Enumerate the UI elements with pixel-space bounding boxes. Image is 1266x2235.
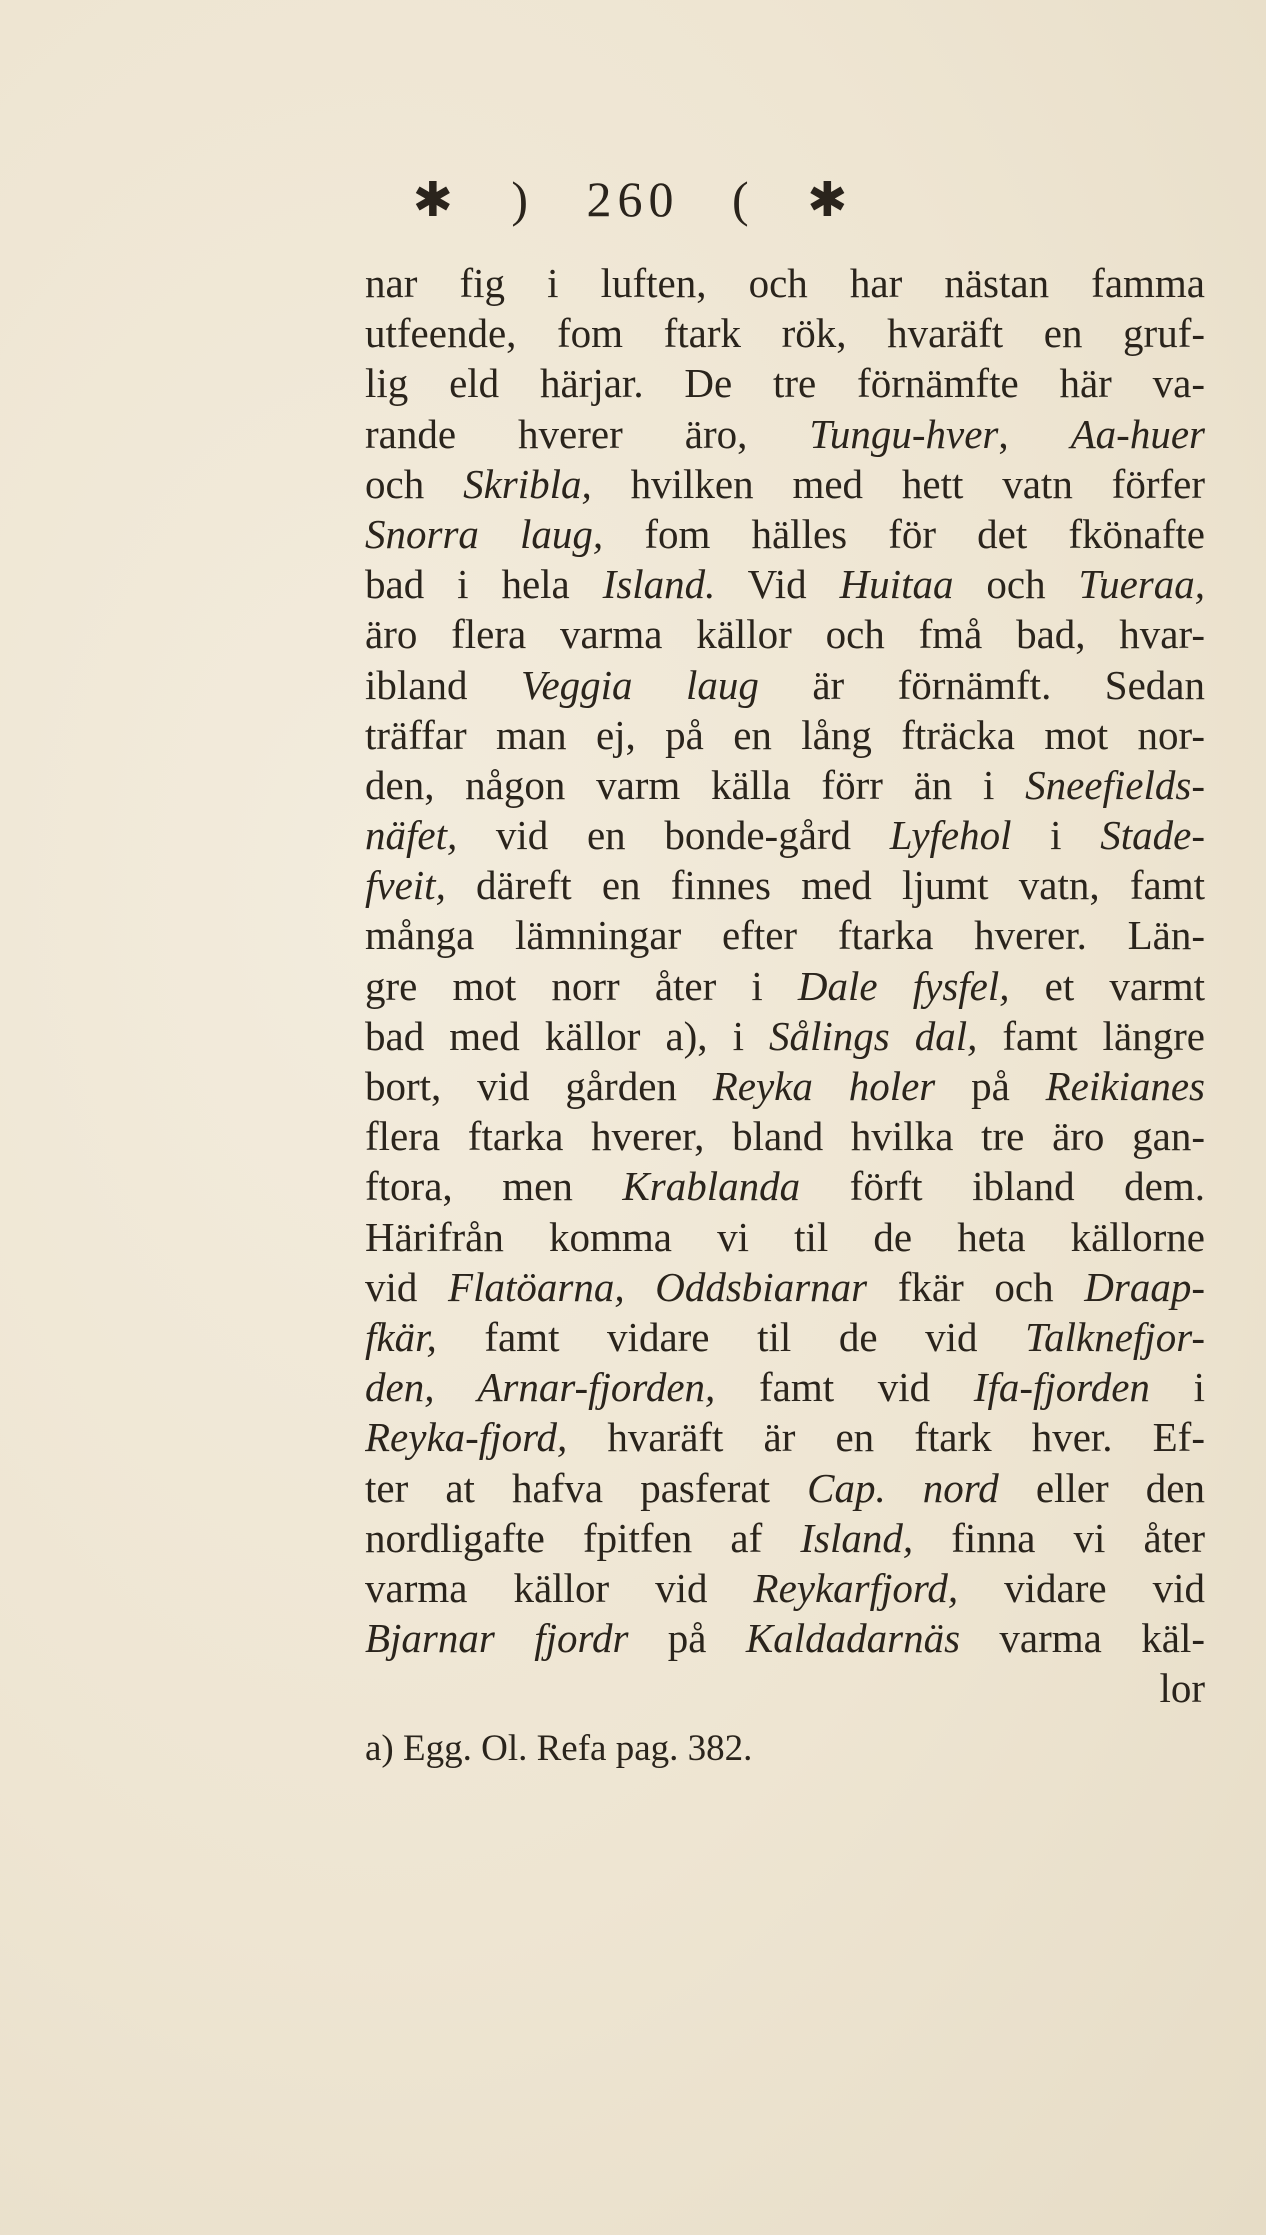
italic-segment: Flatöarna, Oddsbiarnar xyxy=(448,1263,868,1310)
text-line xyxy=(365,459,1205,509)
text-segment: varma källor vid xyxy=(365,1564,754,1611)
italic-segment: fkär, xyxy=(365,1313,437,1360)
body-text xyxy=(365,258,1205,1713)
text-segment: lor xyxy=(1159,1665,1205,1712)
text-line xyxy=(365,1312,1205,1362)
italic-segment: Dale fysfel, xyxy=(797,962,1010,1009)
text-segment: Härifrån komma vi til de heta källorne xyxy=(365,1213,1205,1260)
text-segment: träffar man ej, på en lång fträcka mot nor- xyxy=(365,711,1205,758)
text-line xyxy=(365,860,1205,910)
text-line xyxy=(365,1011,1205,1061)
bracket-left: ) xyxy=(511,171,534,227)
text-segment: famt längre xyxy=(977,1012,1205,1059)
text-line xyxy=(365,810,1205,860)
italic-segment: Kaldadarnäs xyxy=(745,1615,961,1662)
text-segment: flera ftarka hverer, bland hvilka tre äro gan- xyxy=(365,1113,1205,1160)
text-line xyxy=(365,258,1205,308)
italic-segment: Reykarfjord, xyxy=(753,1564,959,1611)
text-segment: utfeende, fom ftark rök, hvaräft en gruf- xyxy=(365,310,1205,357)
italic-segment: Island. xyxy=(602,561,716,608)
text-segment: vidare vid xyxy=(958,1564,1205,1611)
text-segment: ftora, men xyxy=(365,1163,623,1210)
text-line xyxy=(365,559,1205,609)
italic-segment: Snorra laug, xyxy=(365,510,604,557)
italic-segment: Veggia laug xyxy=(520,661,759,708)
text-line xyxy=(365,1111,1205,1161)
text-segment: däreft en finnes med ljumt vatn, famt xyxy=(445,862,1205,909)
italic-segment: Tungu-hver xyxy=(809,410,999,457)
text-line xyxy=(365,961,1205,1011)
italic-segment: Skribla, xyxy=(463,460,592,507)
text-segment: eller den xyxy=(998,1464,1205,1511)
text-line xyxy=(365,660,1205,710)
italic-segment: Huitaa xyxy=(839,561,954,608)
text-segment: nordligafte fpitfen af xyxy=(365,1514,801,1561)
text-line xyxy=(365,760,1205,810)
text-segment: äro flera varma källor och fmå bad, hvar- xyxy=(365,611,1205,658)
text-segment: den, någon varm källa förr än i xyxy=(365,761,1026,808)
text-segment: bad i hela xyxy=(365,561,603,608)
italic-segment: Krablanda xyxy=(622,1163,801,1210)
text-segment: är förnämft. Sedan xyxy=(758,661,1205,708)
italic-segment: Reikianes xyxy=(1045,1063,1205,1109)
page-header xyxy=(0,170,1266,228)
asterisk-ornament-right: ✱ xyxy=(807,172,854,228)
text-segment: fom hälles för det fkönafte xyxy=(603,510,1205,557)
text-line xyxy=(365,1212,1205,1262)
asterisk-ornament-left: ✱ xyxy=(412,172,459,228)
text-segment: förft ibland dem. xyxy=(800,1163,1205,1210)
text-segment: nar fig i luften, och har nästan famma xyxy=(365,260,1205,306)
italic-segment: Sneefields- xyxy=(1025,761,1205,808)
text-segment: rande hverer äro, xyxy=(365,410,810,457)
italic-segment: näfet, xyxy=(365,812,458,859)
text-line xyxy=(365,1061,1205,1111)
italic-segment: Island, xyxy=(800,1514,914,1561)
text-segment: många lämningar efter ftarka hverer. Län- xyxy=(365,912,1205,959)
text-line xyxy=(365,1161,1205,1211)
italic-segment: Cap. nord xyxy=(807,1464,999,1511)
italic-segment: Bjarnar fjordr xyxy=(365,1615,629,1662)
italic-segment: Reyka holer xyxy=(712,1063,936,1109)
text-segment: bort, vid gården xyxy=(365,1063,713,1109)
text-segment: finna vi åter xyxy=(913,1514,1205,1561)
bracket-right: ( xyxy=(732,171,755,227)
text-segment: ibland xyxy=(365,661,521,708)
text-line xyxy=(365,609,1205,659)
text-line xyxy=(365,1613,1205,1663)
text-line xyxy=(365,710,1205,760)
text-line xyxy=(365,509,1205,559)
text-segment: , xyxy=(998,410,1071,457)
text-segment: och xyxy=(953,561,1079,608)
text-segment: hvilken med hett vatn förfer xyxy=(591,460,1205,507)
italic-segment: Sålings dal, xyxy=(768,1012,978,1059)
italic-segment: Lyfehol xyxy=(889,812,1012,859)
text-line xyxy=(365,308,1205,358)
text-segment: och xyxy=(365,460,464,507)
text-segment: bad med källor a), i xyxy=(365,1012,769,1059)
text-segment: på xyxy=(935,1063,1046,1109)
page-number: 260 xyxy=(586,171,680,227)
italic-segment: Talknefjor- xyxy=(1025,1313,1205,1360)
italic-segment: Reyka-fjord, xyxy=(365,1414,568,1461)
italic-segment: Draap- xyxy=(1084,1263,1205,1310)
footnote: a) Egg. Ol. Refa pag. 382. xyxy=(365,1728,753,1769)
text-segment: vid en bonde-gård xyxy=(457,812,890,859)
text-segment: Vid xyxy=(715,561,840,608)
text-segment: i xyxy=(1011,812,1101,859)
text-line xyxy=(365,1563,1205,1613)
text-line xyxy=(365,1362,1205,1412)
italic-segment: Aa-huer xyxy=(1070,410,1205,457)
text-segment: famt vid xyxy=(715,1364,974,1411)
text-segment: i xyxy=(1149,1364,1205,1411)
text-line xyxy=(365,1412,1205,1462)
text-line xyxy=(365,1463,1205,1513)
text-segment: et varmt xyxy=(1009,962,1205,1009)
text-line xyxy=(365,910,1205,960)
text-segment: ter at hafva pasferat xyxy=(365,1464,808,1511)
text-segment: vid xyxy=(365,1263,449,1310)
text-segment: gre mot norr åter i xyxy=(365,962,798,1009)
italic-segment: Tueraa, xyxy=(1078,561,1205,608)
text-line xyxy=(365,1513,1205,1563)
text-line xyxy=(365,358,1205,408)
text-segment: hvaräft är en ftark hver. Ef- xyxy=(567,1414,1205,1461)
text-line xyxy=(365,1663,1205,1713)
italic-segment: fveit, xyxy=(365,862,446,909)
text-line xyxy=(365,409,1205,459)
text-line xyxy=(365,1262,1205,1312)
italic-segment: Ifa-fjorden xyxy=(973,1364,1150,1411)
text-segment: lig eld härjar. De tre förnämfte här va- xyxy=(365,360,1205,407)
text-segment: famt vidare til de vid xyxy=(436,1313,1026,1360)
italic-segment: Stade- xyxy=(1100,812,1205,859)
text-segment: varma käl- xyxy=(960,1615,1205,1662)
italic-segment: den, Arnar-fjorden, xyxy=(365,1364,716,1411)
text-segment: fkär och xyxy=(867,1263,1085,1310)
text-segment: på xyxy=(628,1615,746,1662)
